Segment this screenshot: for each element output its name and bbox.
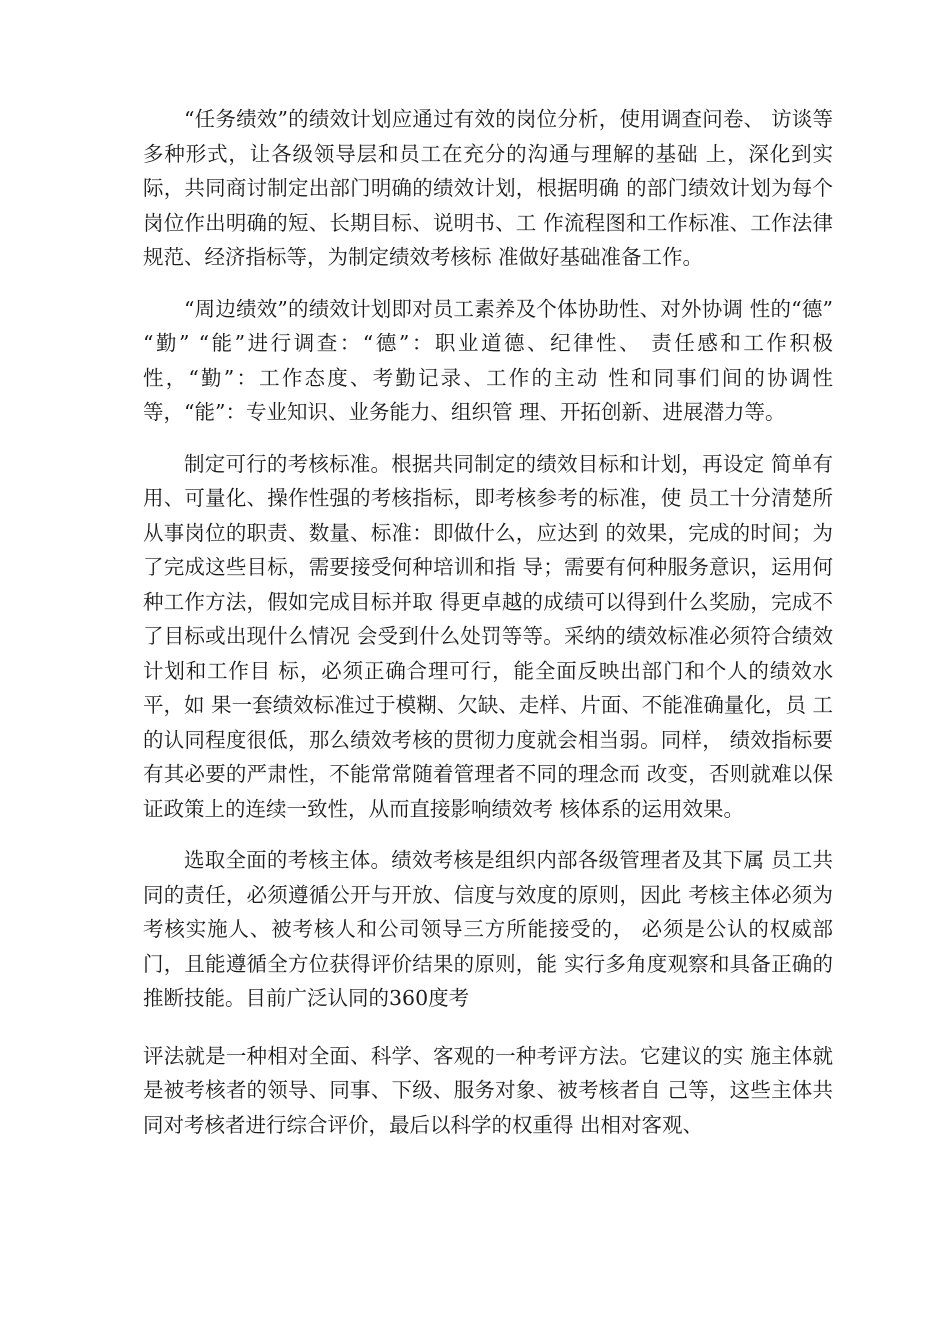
paragraph-assessment-standards: 制定可行的考核标准。根据共同制定的绩效目标和计划，再设定 简单有用、可量化、操作性强的考核指标，即考核参考的标准，使 员工十分清楚所从事岗位的职责、数量、标准：即做什么，应达到 的效果，完成的时间；为了完成这些目标，需要接受何种培训和指 导；需要有何种服务意识，运用何种工作方法，假如完成目标并取 得更卓越的成绩可以得到什么奖励，完成不了目标或出现什么情况 会受到什么处罚等等。采纳的绩效标准必须符合绩效计划和工作目 标，必须正确合理可行，能全面反映出部门和个人的绩效水平，如 果一套绩效标准过于模糊、欠缺、走样、片面、不能准确量化，员 工的认同程度很低，那么绩效考核的贯彻力度就会相当弱。同样， 绩效指标要有其必要的严肃性，不能常常随着管理者不同的理念而 改变，否则就难以保证政策上的连续一致性，从而直接影响绩效考 核体系的运用效果。	[143, 451, 833, 821]
paragraph-360-evaluation: 评法就是一种相对全面、科学、客观的一种考评方法。它建议的实 施主体就是被考核者的领导、同事、下级、服务对象、被考核者自 己等，这些主体共同对考核者进行综合评价，最后以科学的权重得 出相对客观、	[143, 1043, 833, 1137]
paragraph-peripheral-performance: “周边绩效”的绩效计划即对员工素养及个体协助性、对外协调 性的“德” “勤” “能”进行调查：“德”：职业道德、纪律性、 责任感和工作积极性，“勤”：工作态度、考勤记录、工作的主动 性和同事们间的协调性等，“能”：专业知识、业务能力、组织管 理、开拓创新、进展潜力等。	[143, 296, 840, 424]
paragraph-task-performance: “任务绩效”的绩效计划应通过有效的岗位分析，使用调查问卷、 访谈等多种形式，让各级领导层和员工在充分的沟通与理解的基础 上，深化到实际，共同商讨制定出部门明确的绩效计划，根据明确 的部门绩效计划为每个岗位作出明确的短、长期目标、说明书、工 作流程图和工作标准、工作法律规范、经济指标等，为制定绩效考核标 准做好基础准备工作。	[143, 107, 833, 269]
document-page	[143, 102, 840, 1159]
paragraph-assessment-subjects: 选取全面的考核主体。绩效考核是组织内部各级管理者及其下属 员工共同的责任，必须遵循公开与开放、信度与效度的原则，因此 考核主体必须为考核实施人、被考核人和公司领导三方所能接受的， 必须是公认的权威部门，且能遵循全方位获得评价结果的原则，能 实行多角度观察和具备正确的推断技能。目前广泛认同的360度考	[143, 848, 833, 1010]
